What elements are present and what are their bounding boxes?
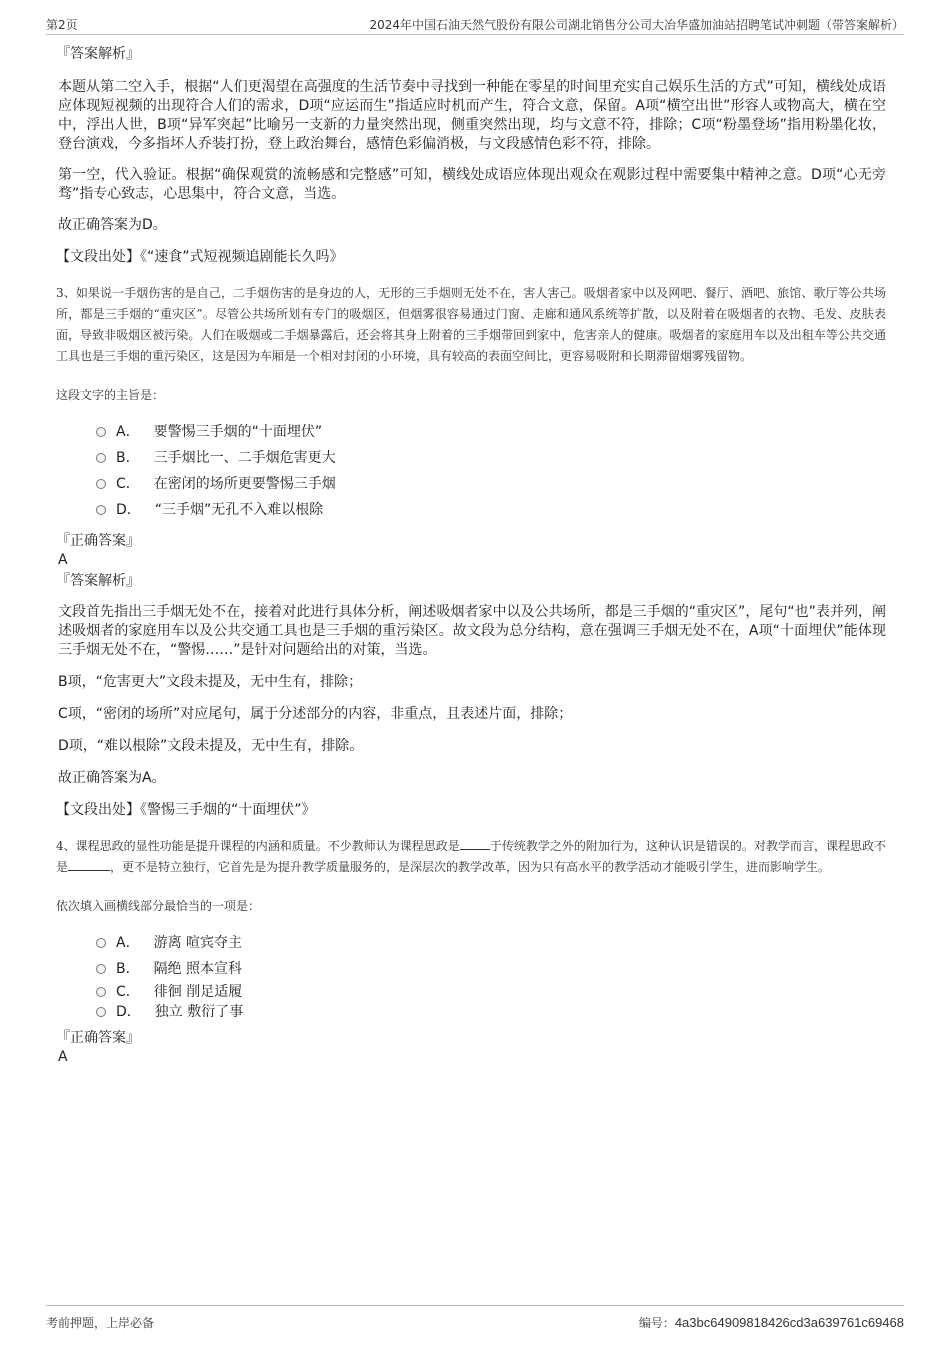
radio-icon[interactable] — [96, 987, 106, 997]
main-content — [56, 44, 886, 1066]
q2-analysis-p3: 故正确答案为D。 — [58, 217, 167, 233]
q3-prompt: 这段文字的主旨是： — [56, 388, 165, 402]
q3-options — [96, 419, 886, 523]
q4-correct-answer: A — [58, 1049, 68, 1065]
radio-icon[interactable] — [96, 964, 106, 974]
q2-analysis-p2: 第一空，代入验证。根据“确保观赏的流畅感和完整感”可知，横线处成语应体现出观众在观影过程中需要集中精神之意。D项“心无旁骛”指专心致志，心思集中，符合文意，当选。 — [58, 167, 886, 202]
q4-section — [56, 836, 886, 1066]
q3-analysis-p2: B项，“危害更大”文段未提及，无中生有，排除； — [58, 674, 363, 690]
radio-icon[interactable] — [96, 453, 106, 463]
radio-icon[interactable] — [96, 1007, 106, 1017]
document-title: 2024年中国石油天然气股份有限公司湖北销售分公司大冶华盛加油站招聘笔试冲刺题（带答案解析） — [369, 18, 904, 32]
footer-slogan: 考前押题，上岸必备 — [46, 1316, 155, 1330]
page-number: 第2页 — [46, 18, 78, 32]
radio-icon[interactable] — [96, 938, 106, 948]
q3-analysis-label: 『答案解析』 — [56, 573, 140, 589]
q2-section — [56, 44, 886, 267]
radio-icon[interactable] — [96, 505, 106, 515]
q3-source: 【文段出处】《警惕三手烟的“十面埋伏”》 — [56, 802, 316, 818]
q3-analysis-p5: 故正确答案为A。 — [58, 770, 166, 786]
q3-option-b[interactable]: B． 三手烟比一、二手烟危害更大 — [96, 445, 886, 471]
q3-analysis-p1: 文段首先指出三手烟无处不在，接着对此进行具体分析，阐述吸烟者家中以及公共场所，都是三手烟的“重灾区”，尾句“也”表并列，阐述吸烟者的家庭用车以及公共交通工具也是三手烟的重污染区。故文段为总分结构，意在强调三手烟无处不在，A项“十面埋伏”能体现三手烟无处不在，“警惕……”是针对问题给出的对策，当选。 — [58, 604, 886, 658]
q4-option-d[interactable]: D． 独立 敷衍了事 — [96, 1002, 886, 1022]
q2-source: 【文段出处】《“速食”式短视频追剧能长久吗》 — [56, 249, 344, 265]
q4-prompt: 依次填入画横线部分最恰当的一项是： — [56, 899, 261, 913]
q2-analysis-label: 『答案解析』 — [56, 46, 140, 62]
page-footer — [46, 1305, 904, 1346]
blank-2 — [68, 858, 110, 871]
q2-analysis-p1: 本题从第二空入手，根据“人们更渴望在高强度的生活节奏中寻找到一种能在零星的时间里充实自己娱乐生活的方式”可知，横线处成语应体现短视频的出现符合人们的需求，D项“应运而生”指适应时机而产生，符合文意，保留。A项“横空出世”形容人或物高大，横在空中，浮出人世，B项“异军突起”比喻另一支新的力量突然出现，侧重突然出现，均与文意不符，排除；C项“粉墨登场”指用粉墨化妆，登台演戏，今多指坏人乔装打扮，登上政治舞台，感情色彩偏消极，与文段感情色彩不符，排除。 — [58, 79, 886, 152]
q3-option-d[interactable]: D． “三手烟”无孔不入难以根除 — [96, 497, 886, 523]
q3-section — [56, 283, 886, 820]
document-code: 编号：4a3bc64909818426cd3a639761c69468 — [638, 1315, 904, 1330]
q4-correct-label: 『正确答案』 — [56, 1030, 140, 1046]
q3-option-c[interactable]: C． 在密闭的场所更要警惕三手烟 — [96, 471, 886, 497]
q4-option-a[interactable]: A． 游离 喧宾夺主 — [96, 930, 886, 956]
radio-icon[interactable] — [96, 427, 106, 437]
page-header — [46, 14, 904, 35]
q4-question-text: 4、课程思政的显性功能是提升课程的内涵和质量。不少教师认为课程思政是 于传统教学之外的附加行为，这种认识是错误的。对教学而言，课程思政不是 ，更不是特立独行，它首先是为提升教学质量服务的，是深层次的教学改革，因为只有高水平的教学活动才能吸引学生，进而影响学生。 — [56, 839, 886, 874]
q3-correct-label: 『正确答案』 — [56, 533, 140, 549]
q3-correct-answer: A — [58, 552, 68, 568]
q3-option-a[interactable]: A． 要警惕三手烟的“十面埋伏” — [96, 419, 886, 445]
q3-question-text: 3、如果说一手烟伤害的是自己，二手烟伤害的是身边的人，无形的三手烟则无处不在，害人害己。吸烟者家中以及网吧、餐厅、酒吧、旅馆、歌厅等公共场所，都是三手烟的“重灾区”。尽管公共场所划有专门的吸烟区，但烟雾很容易通过门窗、走廊和通风系统等扩散，以及附着在吸烟者的衣物、毛发、皮肤表面，导致非吸烟区被污染。人们在吸烟或二手烟暴露后，还会将其身上附着的三手烟带回到家中，危害亲人的健康。吸烟者的家庭用车以及出租车等公共交通工具也是三手烟的重污染区，这是因为车厢是一个相对封闭的小环境，具有较高的表面空间比，更容易吸附和长期滞留烟雾残留物。 — [56, 286, 886, 363]
q4-option-c[interactable]: C． 徘徊 削足适履 — [96, 982, 886, 1002]
q3-analysis-p4: D项，“难以根除”文段未提及，无中生有，排除。 — [58, 738, 364, 754]
q4-options — [96, 930, 886, 1022]
q4-option-b[interactable]: B． 隔绝 照本宣科 — [96, 956, 886, 982]
q3-analysis-p3: C项，“密闭的场所”对应尾句，属于分述部分的内容，非重点，且表述片面，排除； — [58, 706, 573, 722]
blank-1 — [460, 837, 490, 850]
radio-icon[interactable] — [96, 479, 106, 489]
